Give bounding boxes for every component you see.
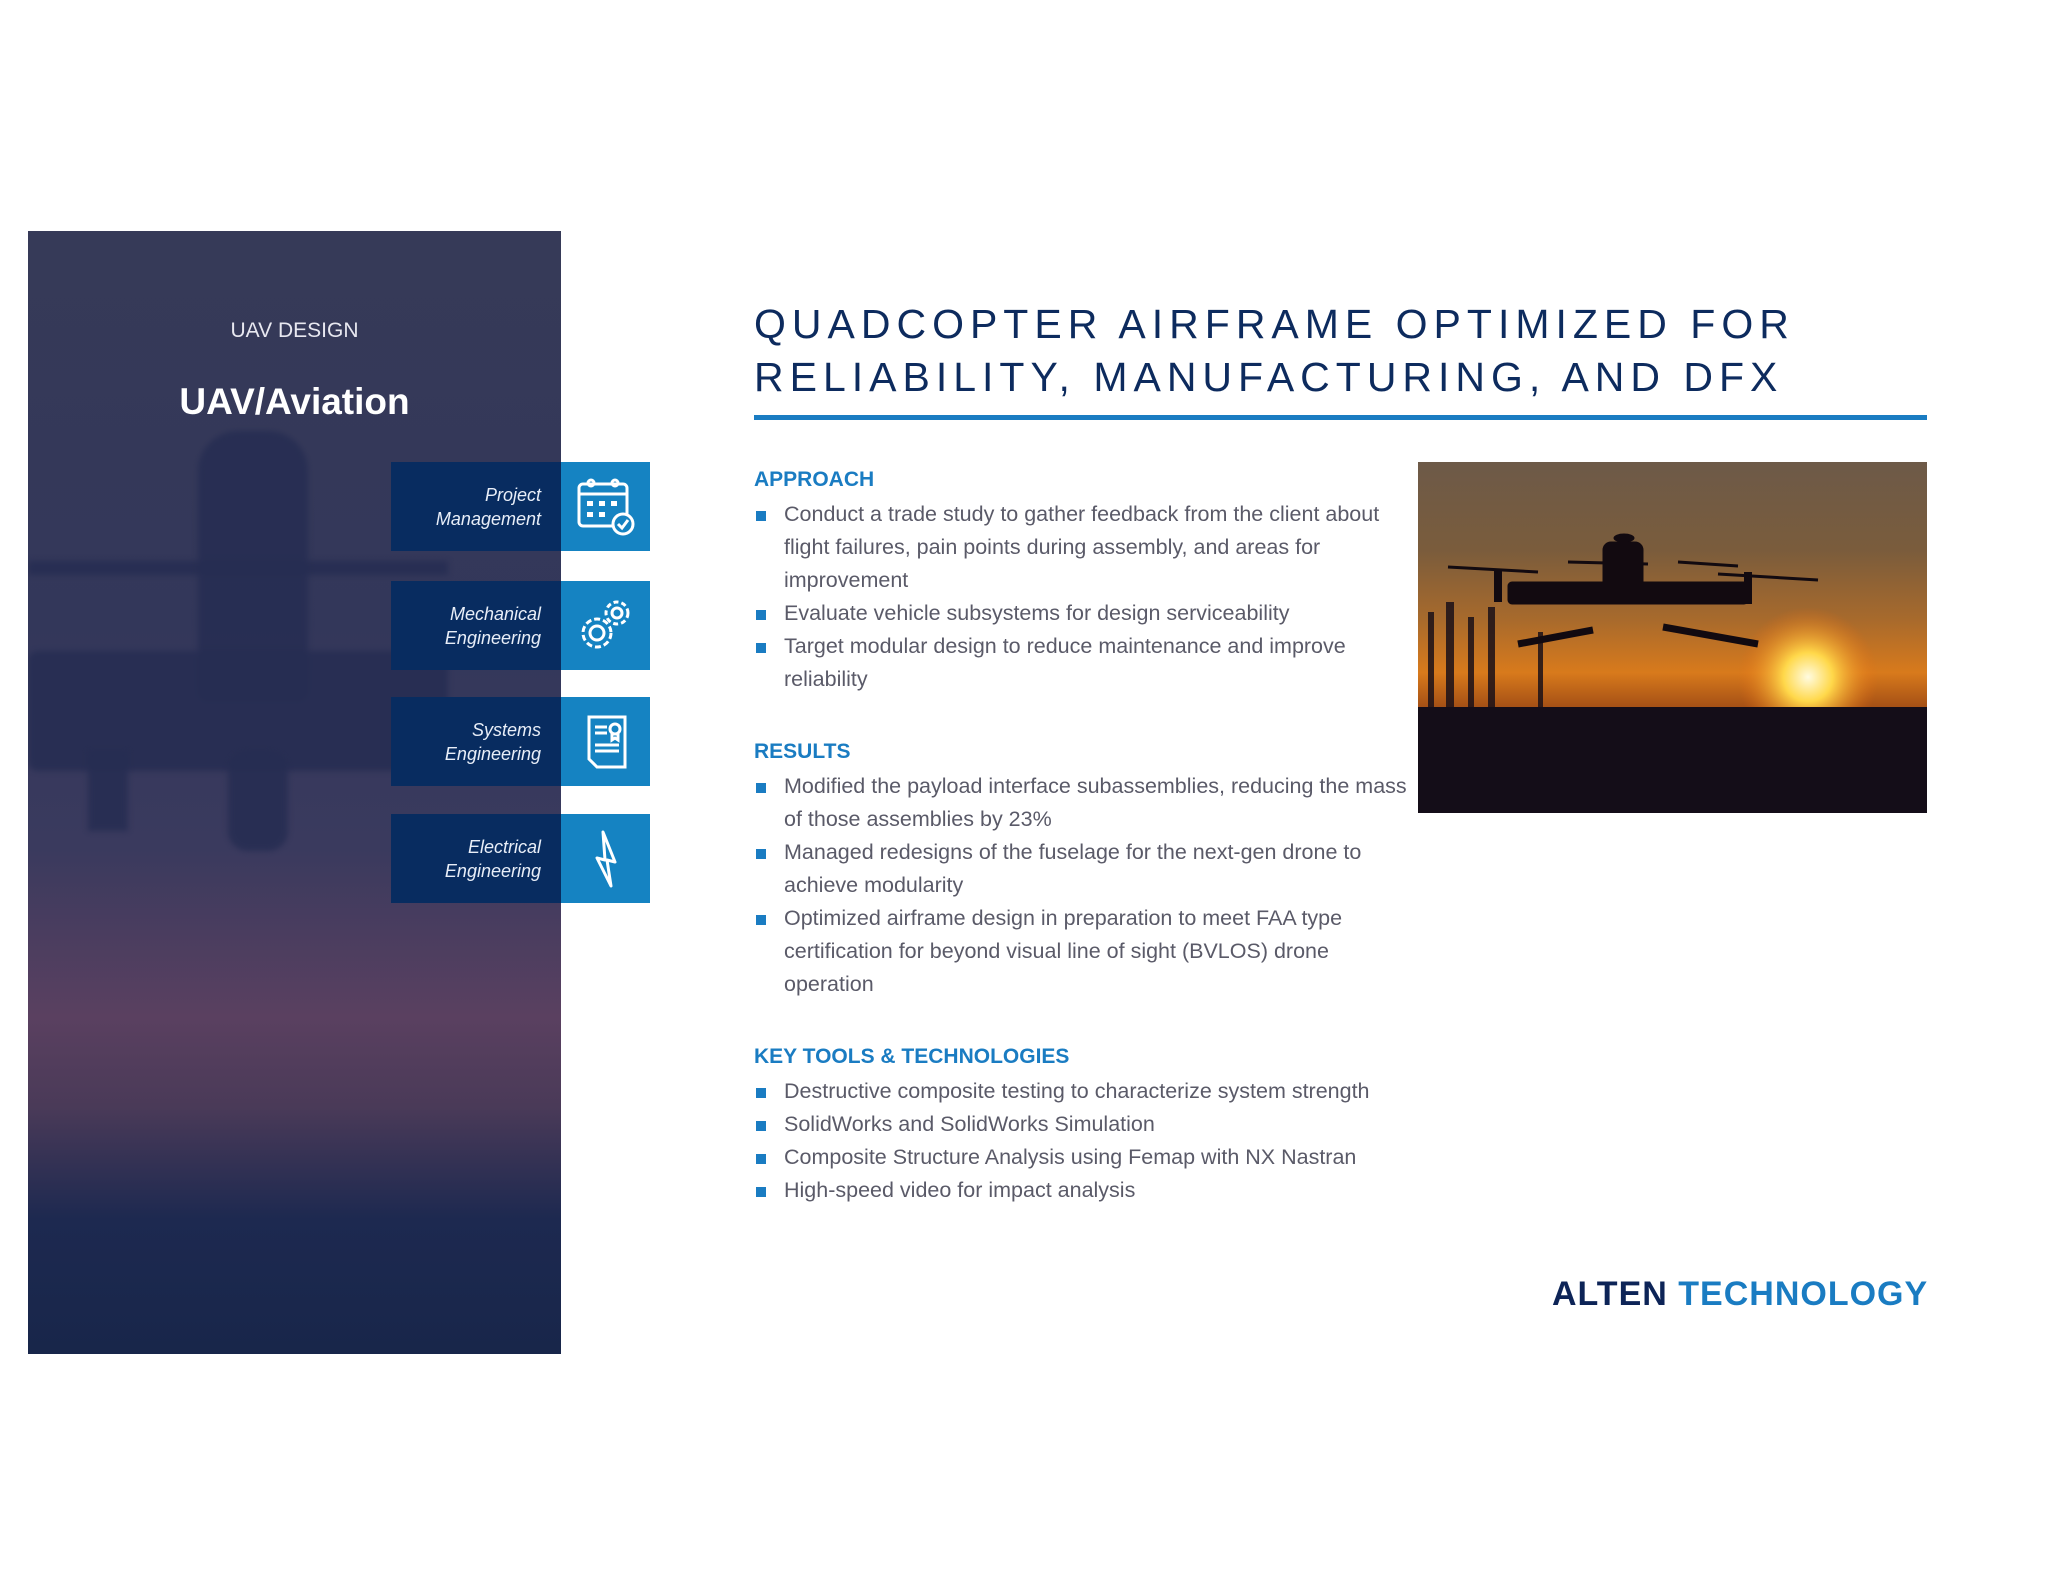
drone-silhouette: [88, 751, 128, 831]
category-panel: [28, 231, 561, 1354]
drone-silhouette: [228, 751, 288, 851]
list-item: Evaluate vehicle subsystems for design serviceability: [754, 597, 1414, 630]
tile-label: Systems: [471, 719, 541, 740]
tile-project-management: [391, 462, 650, 551]
tile-systems-engineering: [391, 697, 650, 786]
list-item: Conduct a trade study to gather feedback from the client about flight failures, pain points during assembly, and areas for improvement: [754, 498, 1414, 597]
title-divider: [754, 415, 1927, 420]
page-title: [754, 298, 1795, 404]
section-heading-results: RESULTS: [754, 740, 851, 763]
results-list: [754, 770, 1414, 1001]
alten-technology-logo: [1552, 1275, 1928, 1314]
tile-mechanical-engineering: [391, 581, 650, 670]
list-item: SolidWorks and SolidWorks Simulation: [754, 1108, 1414, 1141]
drone-sunset-photo: [1418, 462, 1927, 813]
calendar-check-icon: [561, 462, 650, 551]
tile-electrical-engineering: [391, 814, 650, 903]
list-item: Target modular design to reduce maintenance and improve reliability: [754, 630, 1414, 696]
list-item: Optimized airframe design in preparation to meet FAA type certification for beyond visual line of sight (BVLOS) drone operation: [754, 902, 1414, 1001]
tile-label: Engineering: [444, 627, 541, 648]
tile-label: Mechanical: [449, 603, 541, 624]
content-column: [754, 466, 1414, 1249]
title-line: QUADCOPTER AIRFRAME OPTIMIZED FOR: [754, 301, 1795, 347]
tools-list: [754, 1075, 1414, 1207]
tile-label: Electrical: [467, 836, 541, 857]
list-item: High-speed video for impact analysis: [754, 1174, 1414, 1207]
section-heading-approach: APPROACH: [754, 468, 875, 491]
tile-label: Management: [435, 508, 541, 529]
logo-part: ALTEN: [1552, 1275, 1668, 1313]
tile-label: Engineering: [444, 743, 541, 764]
list-item: Modified the payload interface subassemblies, reducing the mass of those assemblies by 23%: [754, 770, 1414, 836]
certificate-document-icon: [561, 697, 650, 786]
approach-list: [754, 498, 1414, 696]
tile-label: Project: [484, 484, 541, 505]
list-item: Destructive composite testing to characterize system strength: [754, 1075, 1414, 1108]
section-heading-tools: KEY TOOLS & TECHNOLOGIES: [754, 1045, 1070, 1068]
title-line: RELIABILITY, MANUFACTURING, AND DFX: [754, 354, 1784, 400]
tile-label: Engineering: [444, 860, 541, 881]
lightning-bolt-icon: [561, 814, 650, 903]
logo-part: TECHNOLOGY: [1678, 1275, 1929, 1313]
list-item: Managed redesigns of the fuselage for the next-gen drone to achieve modularity: [754, 836, 1414, 902]
category-title: UAV/Aviation: [179, 381, 410, 422]
gears-icon: [561, 581, 650, 670]
category-kicker: UAV DESIGN: [230, 319, 359, 342]
list-item: Composite Structure Analysis using Femap with NX Nastran: [754, 1141, 1414, 1174]
